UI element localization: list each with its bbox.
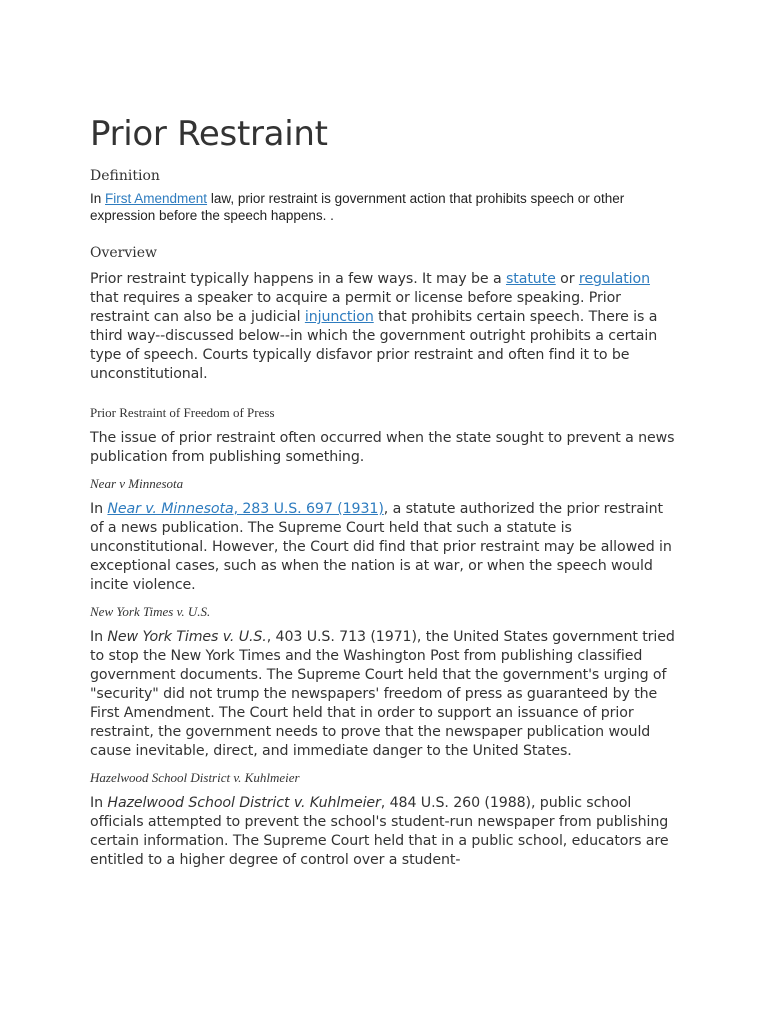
press-heading: Prior Restraint of Freedom of Press: [90, 405, 275, 420]
overview-paragraph: Prior restraint typically happens in a few ways. It may be a statute or regulation that requires a speaker to acquire a permit or license before speaking. Prior restraint can also be a judicial injunction that prohibits certain speech. There is a third way--discussed below--in which the government outright prohibits a certain type of speech. Courts typically disfavor prior restraint and often find it to be unconstitutional.: [90, 271, 658, 382]
definition-paragraph: In First Amendment law, prior restraint is government action that prohibits speech or other expression before the speech happens. .: [90, 191, 625, 223]
press-paragraph: The issue of prior restraint often occurred when the state sought to prevent a news publication from publishing something.: [90, 430, 675, 465]
near-paragraph: In Near v. Minnesota, 283 U.S. 697 (1931), a statute authorized the prior restraint of a news publication. The Supreme Court held that such a statute is unconstitutional. However, the Court did find that prior restraint may be allowed in exceptional cases, such as when the nation is at war, or when the speech would incite violence.: [90, 501, 672, 593]
near-v-minnesota-link[interactable]: Near v. Minnesota, 283 U.S. 697 (1931): [107, 501, 384, 517]
overview-heading: Overview: [90, 245, 158, 261]
document-page: [90, 110, 680, 870]
statute-link[interactable]: statute: [505, 271, 556, 287]
hazelwood-paragraph: In Hazelwood School District v. Kuhlmeier, 484 U.S. 260 (1988), public school officials attempted to prevent the school's student-run newspaper from publishing certain information. The Supreme Court held that in a public school, educators are entitled to a higher degree of control over a student-: [90, 795, 669, 868]
definition-heading: Definition: [90, 168, 160, 184]
hazelwood-heading: Hazelwood School District v. Kuhlmeier: [90, 770, 300, 785]
page-title: Prior Restraint: [90, 114, 328, 154]
near-heading: Near v Minnesota: [90, 476, 184, 491]
first-amendment-link[interactable]: First Amendment: [105, 191, 208, 206]
nyt-paragraph: In New York Times v. U.S., 403 U.S. 713 (1971), the United States government tried to stop the New York Times and the Washington Post from publishing classified government documents. The Supreme Court held that the government's urging of "security" did not trump the newspapers' freedom of press as guaranteed by the First Amendment. The Court held that in order to support an issuance of prior restraint, the government needs to prove that the newspaper publication would cause inevitable, direct, and immediate danger to the United States.: [90, 629, 675, 759]
regulation-link[interactable]: regulation: [578, 271, 650, 287]
nyt-heading: New York Times v. U.S.: [90, 604, 211, 619]
injunction-link[interactable]: injunction: [304, 309, 374, 325]
